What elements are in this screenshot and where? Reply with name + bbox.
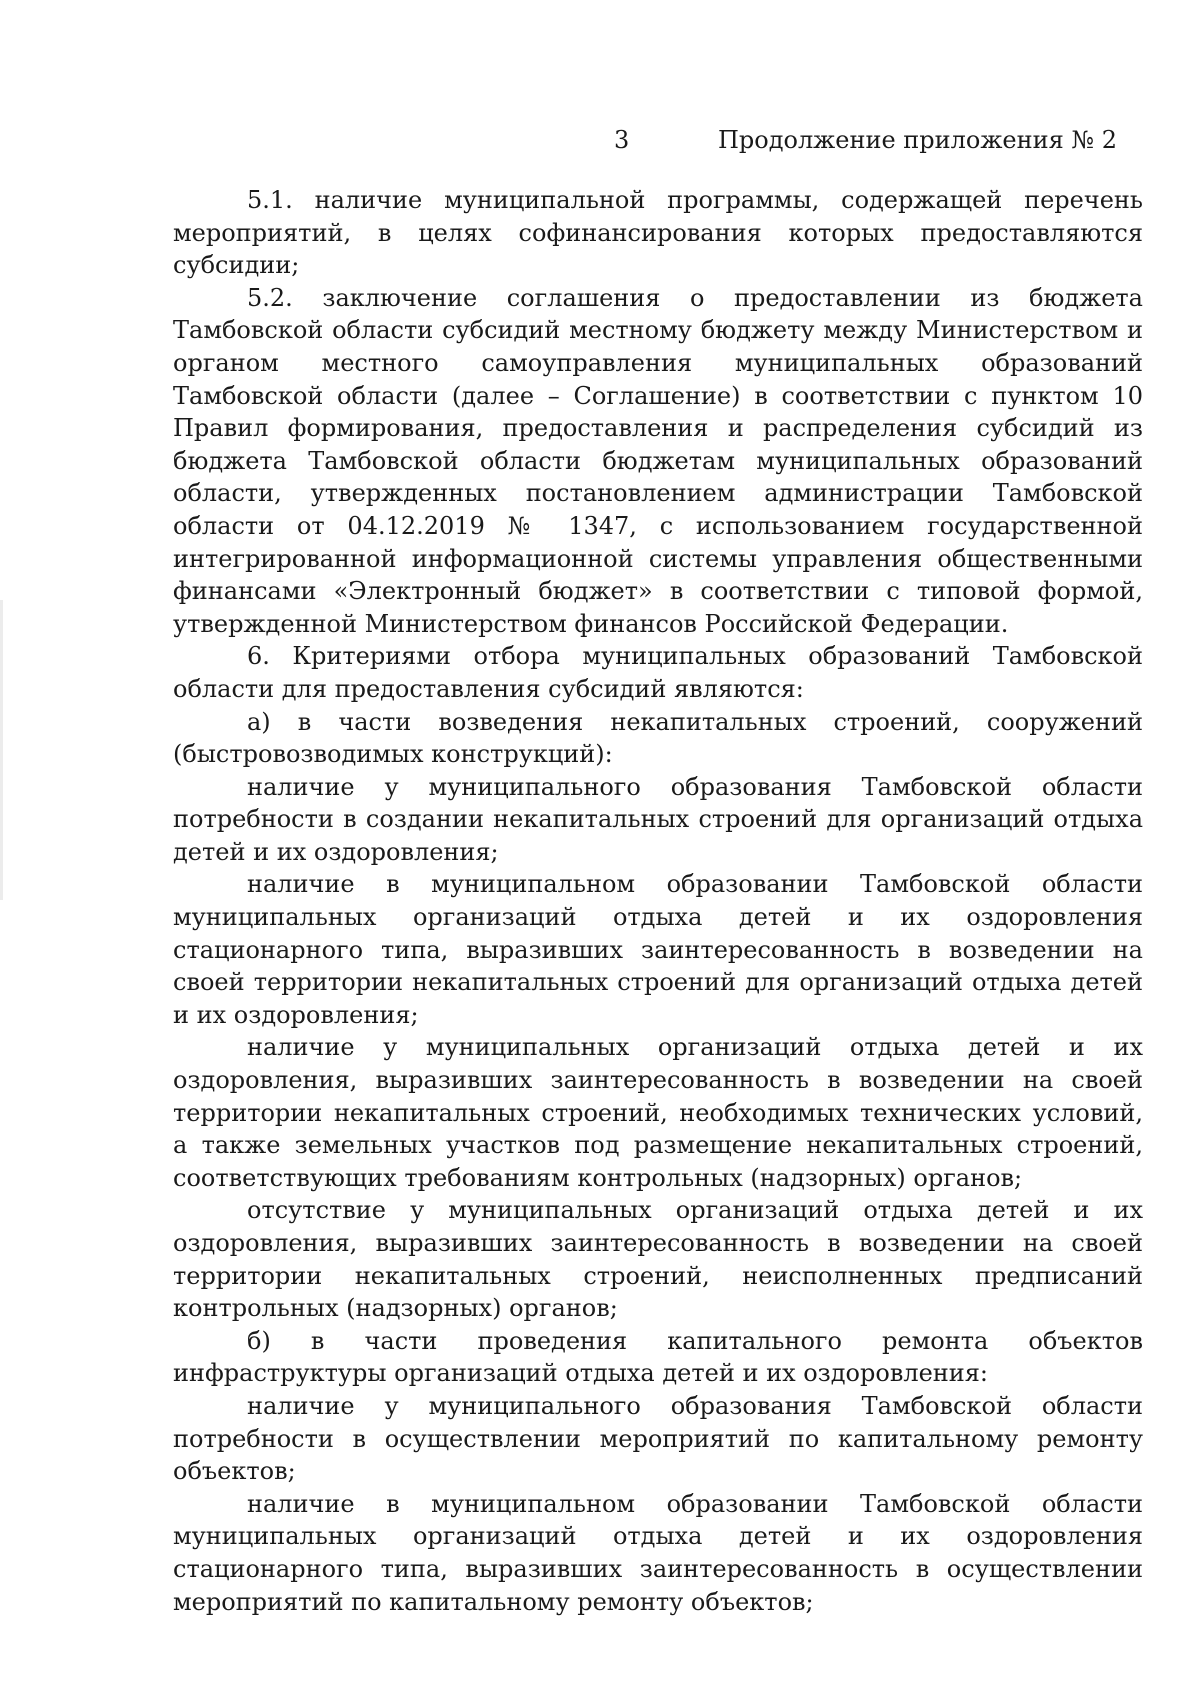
page-number: 3 [614,126,630,154]
scan-edge-mark [0,600,3,900]
criterion-a-1: наличие у муниципального образования Тамбовской области потребности в создании некапитальных строений для организаций отдыха детей и их оздоровления; [173,772,1143,866]
criterion-b-2: наличие в муниципальном образовании Тамбовской области муниципальных организаций отдыха детей и их оздоровления стационарного типа, выразивших заинтересованность в осуществлении мероприятий по капитальному ремонту объектов; [173,1489,1143,1616]
criterion-a-3: наличие у муниципальных организаций отдыха детей и их оздоровления, выразивших заинтересованность в возведении на своей территории некапитальных строений, необходимых технических условий, а также земельных участков под размещение некапитальных строений, соответствующих требованиям контрольных (надзорных) органов; [173,1033,1143,1192]
criterion-a-2: наличие в муниципальном образовании Тамбовской области муниципальных организаций отдыха детей и их оздоровления стационарного типа, выразивших заинтересованность в возведении на своей территории некапитальных строений для организаций отдыха детей и их оздоровления; [173,870,1143,1029]
paragraph-6-a: а) в части возведения некапитальных строений, сооружений (быстровозводимых конструкций): [173,707,1143,769]
paragraph-6-b: б) в части проведения капитального ремонта объектов инфраструктуры организаций отдыха детей и их оздоровления: [173,1326,1143,1388]
paragraph-6: 6. Критериями отбора муниципальных образований Тамбовской области для предоставления субсидий являются: [173,642,1143,703]
criterion-b-1: наличие у муниципального образования Тамбовской области потребности в осуществлении мероприятий по капитальному ремонту объектов; [173,1391,1143,1486]
appendix-continuation-label: Продолжение приложения № 2 [717,126,1117,154]
page-header [0,122,1200,158]
paragraph-5-2: 5.2. заключение соглашения о предоставлении из бюджета Тамбовской области субсидий местному бюджету между Министерством и органом местного самоуправления муниципальных образований Тамбовской области (далее – Соглашение) в соответствии с пунктом 10 Правил формирования, предоставления и распределения субсидий из бюджета Тамбовской области бюджетам муниципальных образований области, утвержденных постановлением администрации Тамбовской области от 04.12.2019 № 1347, с использованием государственной интегрированной информационной системы управления общественными финансами «Электронный бюджет» в соответствии с типовой формой, утвержденной Министерством финансов Российской Федерации. [173,283,1143,638]
document-body [173,184,1143,1618]
paragraph-5-1: 5.1. наличие муниципальной программы, содержащей перечень мероприятий, в целях софинансирования которых предоставляются субсидии; [173,186,1143,280]
criterion-a-4: отсутствие у муниципальных организаций отдыха детей и их оздоровления, выразивших заинтересованность в возведении на своей территории некапитальных строений, неисполненных предписаний контрольных (надзорных) органов; [173,1196,1143,1323]
